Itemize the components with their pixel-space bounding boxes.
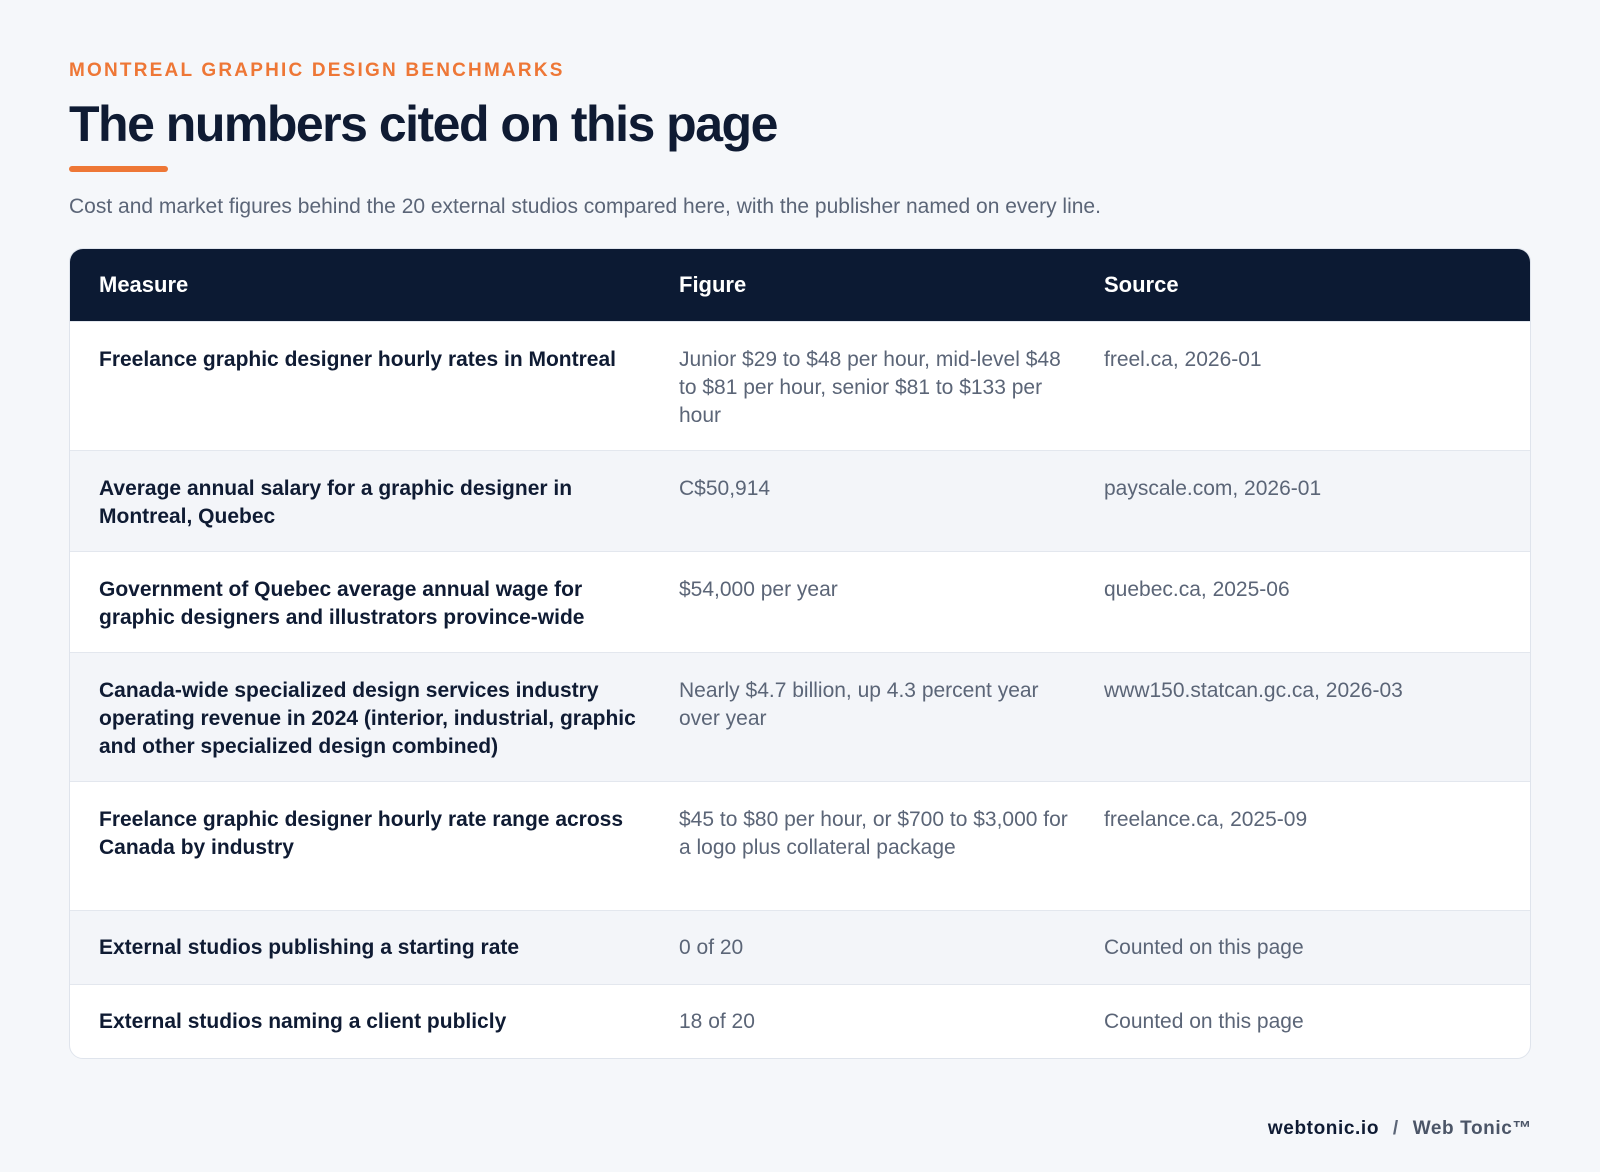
measure-cell: External studios publishing a starting rate (99, 936, 520, 959)
table-row (70, 910, 1530, 984)
figure-cell: $45 to $80 per hour, or $700 to $3,000 for a logo plus collateral package (679, 808, 1068, 859)
measure-cell: External studios naming a client publicly (99, 1010, 507, 1033)
footer-brand-name: Web Tonic™ (1412, 1118, 1532, 1139)
table-row (70, 450, 1530, 551)
measure-cell: Canada-wide specialized design services industry operating revenue in 2024 (interior, industrial, graphic and other specialized design combined) (99, 679, 636, 758)
source-cell: Counted on this page (1104, 1010, 1304, 1033)
column-header-measure: Measure (99, 272, 189, 297)
eyebrow-label: MONTREAL GRAPHIC DESIGN BENCHMARKS (69, 60, 565, 81)
measure-cell: Freelance graphic designer hourly rate range across Canada by industry (99, 808, 624, 859)
column-header-source: Source (1104, 272, 1179, 297)
page-title: The numbers cited on this page (69, 96, 777, 152)
source-cell: freel.ca, 2026-01 (1104, 348, 1262, 371)
table-header (70, 249, 1530, 321)
table-row (70, 984, 1530, 1058)
figure-cell: Junior $29 to $48 per hour, mid-level $48 to $81 per hour, senior $81 to $133 per hour (679, 348, 1061, 427)
title-accent-bar (69, 166, 168, 172)
source-cell: quebec.ca, 2025-06 (1104, 578, 1290, 601)
column-header-figure: Figure (679, 272, 747, 297)
footer-separator: / (1392, 1118, 1399, 1139)
table-row (70, 781, 1530, 910)
footer-domain: webtonic.io (1267, 1118, 1380, 1139)
page-subtitle: Cost and market figures behind the 20 external studios compared here, with the publisher named on every line. (69, 195, 1101, 218)
table-row (70, 321, 1530, 450)
source-cell: www150.statcan.gc.ca, 2026-03 (1104, 679, 1403, 702)
source-cell: freelance.ca, 2025-09 (1104, 808, 1308, 831)
source-cell: Counted on this page (1104, 936, 1304, 959)
source-cell: payscale.com, 2026-01 (1104, 477, 1322, 500)
figure-cell: 0 of 20 (679, 936, 744, 959)
table-row (70, 551, 1530, 652)
benchmarks-table (69, 248, 1531, 1059)
figure-cell: 18 of 20 (679, 1010, 755, 1033)
measure-cell: Freelance graphic designer hourly rates in Montreal (99, 348, 616, 371)
figure-cell: $54,000 per year (679, 578, 838, 601)
measure-cell: Average annual salary for a graphic designer in Montreal, Quebec (99, 477, 573, 528)
measure-cell: Government of Quebec average annual wage for graphic designers and illustrators province-wide (99, 578, 585, 629)
table-row (70, 652, 1530, 781)
figure-cell: Nearly $4.7 billion, up 4.3 percent year over year (679, 679, 1039, 730)
footer-brand (1268, 1118, 1532, 1140)
figure-cell: C$50,914 (679, 477, 771, 500)
